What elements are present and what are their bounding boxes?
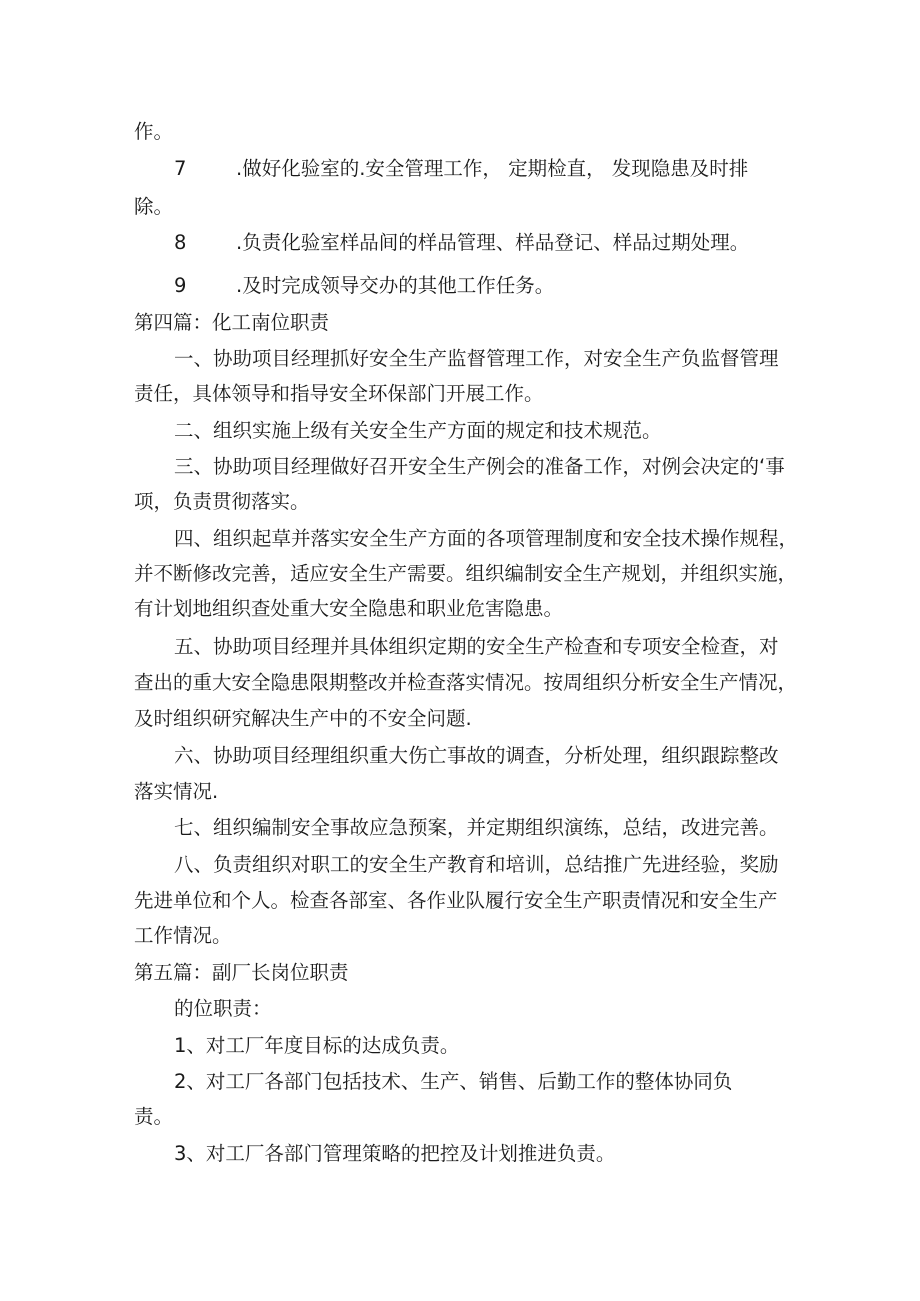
paragraph-line: 四、组织起草并落实安全生产方面的各项管理制度和安全技术操作规程， <box>174 527 799 550</box>
paragraph-line: 责任，具体领导和指导安全环保部门开展工作。 <box>134 382 544 405</box>
paragraph-line: 二、组织实施上级有关安全生产方面的规定和技术规范。 <box>174 419 662 442</box>
paragraph-line: 的位职责： <box>174 997 272 1020</box>
paragraph-line: 责。 <box>134 1105 174 1128</box>
paragraph-line: 一、协助项目经理抓好安全生产监督管理工作，对安全生产负监督管理 <box>174 347 779 370</box>
paragraph-line: 3、对工厂各部门管理策略的把控及计划推进负责。 <box>174 1142 616 1165</box>
paragraph-line: 作。 <box>134 120 174 143</box>
section-title: 第五篇：副厂长岗位职责 <box>134 961 349 984</box>
paragraph-line: 查出的重大安全隐患限期整改并检查落实情况。按周组织分析安全生产情况， <box>134 671 798 694</box>
item-number: 9 <box>174 274 187 297</box>
paragraph-line: 落实情况. <box>134 780 219 803</box>
paragraph-line: 项，负责贯彻落实。 <box>134 490 310 513</box>
paragraph-line: 工作情况。 <box>134 924 232 947</box>
section-title: 第四篇：化工南位职责 <box>134 311 330 334</box>
paragraph-line: 1、对工厂年度目标的达成负责。 <box>174 1034 460 1057</box>
item-number: 7 <box>174 157 187 180</box>
paragraph-line: .负责化验室样品间的样品管理、样品登记、样品过期处理。 <box>236 231 750 254</box>
paragraph-line: 先进单位和个人。检查各部室、各作业队履行安全生产职责情况和安全生产 <box>134 889 778 912</box>
paragraph-line: 五、协助项目经理并具体组织定期的安全生产检查和专项安全检查，对 <box>174 635 779 658</box>
paragraph-line: 并不断修改完善，适应安全生产需要。组织编制安全生产规划，并组织实施， <box>134 562 798 585</box>
paragraph-line: .做好化验室的.安全管理工作， 定期检直， 发现隐患及时排 <box>236 157 749 180</box>
item-number: 8 <box>174 231 187 254</box>
paragraph-line: .及时完成领导交办的其他工作任务。 <box>236 274 555 297</box>
paragraph-line: 三、协助项目经理做好召开安全生产例会的准备工作，对例会决定的‘事 <box>174 455 785 478</box>
paragraph-line: 七、组织编制安全事故应急预案，并定期组织演练，总结，改进完善。 <box>174 816 779 839</box>
paragraph-line: 六、协助项目经理组织重大伤亡事故的调查，分析处理，组织跟踪整改 <box>174 744 779 767</box>
paragraph-line: 2、对工厂各部门包括技术、生产、销售、后勤工作的整体协同负 <box>174 1070 733 1093</box>
paragraph-line: 及时组织研究解决生产中的不安全问题. <box>134 707 472 730</box>
paragraph-line: 八、负责组织对职工的安全生产教育和培训，总结推广先进经验，奖励 <box>174 853 779 876</box>
paragraph-line: 除。 <box>134 195 174 218</box>
paragraph-line: 有计划地组织查处重大安全隐患和职业危害隐患。 <box>134 597 564 620</box>
